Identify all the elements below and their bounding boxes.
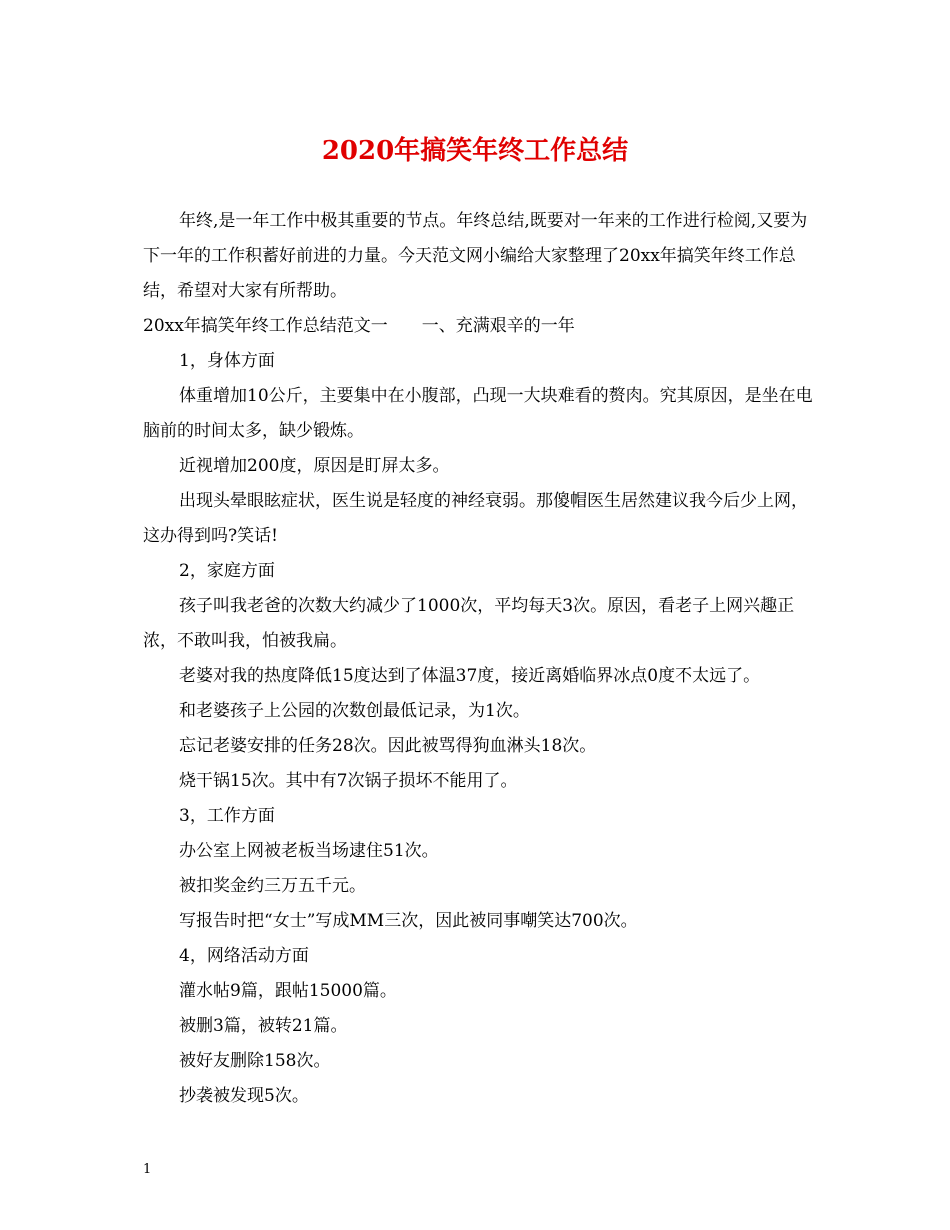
- paragraph: 被扣奖金约三万五千元。: [179, 876, 366, 896]
- paragraph: 出现头晕眼眩症状，医生说是轻度的神经衰弱。那傻帽医生居然建议我今后少上网，这办得到吗?笑话!: [143, 491, 808, 546]
- paragraph: 和老婆孩子上公园的次数创最低记录，为1次。: [179, 701, 530, 721]
- paragraph: 写报告时把“女士”写成MM三次，因此被同事嘲笑达700次。: [179, 911, 638, 931]
- paragraph: 孩子叫我老爸的次数大约减少了1000次，平均每天3次。原因，看老子上网兴趣正浓，不敢叫我，怕被我扁。: [143, 596, 795, 651]
- paragraph: 灌水帖9篇，跟帖15000篇。: [179, 981, 397, 1001]
- page-number: 1: [143, 1162, 152, 1177]
- paragraph: 4，网络活动方面: [179, 946, 309, 966]
- paragraph: 体重增加10公斤，主要集中在小腹部，凸现一大块难看的赘肉。究其原因，是坐在电脑前的时间太多，缺少锻炼。: [143, 386, 813, 441]
- document-body: [143, 204, 823, 1114]
- paragraph: 2，家庭方面: [179, 561, 275, 581]
- paragraph: 抄袭被发现5次。: [179, 1086, 309, 1106]
- paragraph: 1，身体方面: [179, 351, 275, 371]
- paragraph: 近视增加200度，原因是盯屏太多。: [179, 456, 450, 476]
- paragraph: 3，工作方面: [179, 806, 275, 826]
- paragraph: 年终,是一年工作中极其重要的节点。年终总结,既要对一年来的工作进行检阅,又要为下一年的工作积蓄好前进的力量。今天范文网小编给大家整理了20xx年搞笑年终工作总结，希望对大家有所帮助。: [143, 211, 808, 301]
- paragraph: 被好友删除158次。: [179, 1051, 331, 1071]
- paragraph: 忘记老婆安排的任务28次。因此被骂得狗血淋头18次。: [179, 736, 597, 756]
- paragraph: 20xx年搞笑年终工作总结范文一 一、充满艰辛的一年: [143, 316, 575, 336]
- paragraph: 被删3篇，被转21篇。: [179, 1016, 348, 1036]
- page-title: 2020年搞笑年终工作总结: [321, 136, 629, 166]
- paragraph: 办公室上网被老板当场逮住51次。: [179, 841, 439, 861]
- paragraph: 老婆对我的热度降低15度达到了体温37度，接近离婚临界冰点0度不太远了。: [179, 666, 761, 686]
- paragraph: 烧干锅15次。其中有7次锅子损坏不能用了。: [179, 771, 518, 791]
